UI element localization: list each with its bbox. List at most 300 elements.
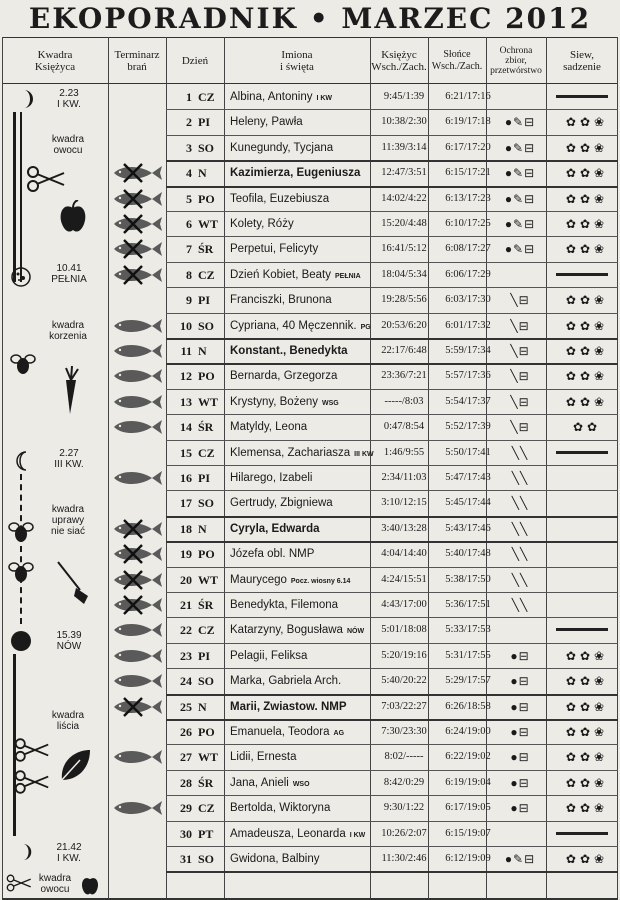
protection-symbols: ╲⊟ [510,420,530,435]
protection-symbols [490,84,550,110]
sun-times: 5:45/17:44 [445,497,491,509]
table-row [162,694,618,720]
fishing-closed-icon [110,570,164,590]
moon-times: 12:47/3:51 [381,167,427,179]
name-day [230,363,393,389]
name-day-text: Perpetui, Felicyty [230,243,319,256]
name-day-text: Klemensa, Zachariasza [230,446,351,459]
note-full-moon: 10.41 PEŁNIA [51,263,87,285]
weekday: PI [198,293,210,308]
table-row [162,287,618,313]
name-day-text: Kunegundy, Tycjana [230,141,334,154]
no-sowing-bar [556,628,608,631]
apple-icon [58,200,88,234]
table-row [162,516,618,542]
table-row [162,236,618,262]
table-row [162,211,618,237]
table-row [162,821,618,847]
name-day [230,516,393,542]
day-number: 9 [186,293,192,308]
sowing-symbols: ✿✿ [572,420,602,435]
name-day [230,490,393,516]
weekday: PO [198,547,215,562]
moon-times: 3:40/13:28 [381,522,427,534]
protection-symbols: ●✎⊟ [504,140,536,155]
insect-icon [8,520,34,544]
name-day-text: Kolety, Róży [230,218,294,230]
protection-symbols: ●✎⊟ [504,166,536,181]
sun-times: 5:54/17:37 [445,395,491,407]
moon-times: 0:47/8:54 [383,421,425,433]
weekday: CZ [198,801,215,816]
table-row [162,770,618,796]
sowing-symbols [556,541,618,567]
weekday: SO [198,852,215,866]
fishing-open-icon [110,366,164,386]
protection-symbols: ●⊟ [510,750,530,765]
moon-first-quarter-icon [14,88,36,110]
sun-times: 6:08/17:27 [445,243,491,255]
quarter-bar-dashed [20,474,24,624]
table-row [162,160,618,186]
sun-times: 6:17/19:05 [445,802,491,814]
sun-times: 6:06/17:29 [445,268,491,280]
moon-times: 14:02/4:22 [381,192,427,204]
day-number: 22 [180,623,192,638]
weekday: PO [198,191,215,206]
protection-symbols: ●✎⊟ [504,852,536,866]
weekday: CZ [198,445,215,460]
name-day [230,668,393,694]
sun-times: 5:38/17:50 [445,573,491,585]
name-day-tag: I KW [349,831,366,839]
table-row [162,490,618,516]
name-day-text: Kazimierza, Eugeniusza [230,167,361,180]
protection-symbols: ╲╲ [511,471,529,485]
moon-times: 3:10/12:15 [381,497,427,509]
day-number: 26 [180,725,192,739]
fishing-closed-icon [110,544,164,564]
header-terminarz: Terminarz brań [114,48,160,73]
name-day [230,338,393,364]
sun-times: 5:43/17:46 [445,522,491,534]
table-row [162,363,618,389]
day-number: 2 [186,115,192,130]
protection-symbols: ╲⊟ [510,318,530,333]
moon-times: 5:40/20:22 [381,675,427,687]
moon-times: 5:20/19:16 [381,649,427,661]
sun-times: 6:12/19:09 [445,853,491,864]
day-number: 4 [186,166,192,181]
sowing-symbols [556,592,618,618]
day-number: 1 [186,90,192,104]
protection-symbols: ╲╲ [511,598,529,612]
protection-symbols: ●✎⊟ [504,191,536,206]
col-divider [2,37,3,899]
protection-symbols: ╲⊟ [510,293,530,308]
sun-times: 6:10/17:25 [445,218,491,229]
name-day [230,160,393,186]
scissors-icon [6,874,32,892]
quarter-bar [13,112,16,282]
name-day-text: Lidii, Ernesta [230,751,297,764]
fishing-open-icon [110,798,164,818]
name-day [230,389,393,415]
sun-times: 6:03/17:30 [445,294,491,306]
weekday: ŚR [198,242,214,257]
name-day-tag: III KW [354,450,374,458]
name-day [230,770,393,796]
sowing-symbols: ✿✿❀ [565,293,609,308]
leaf-icon [58,748,92,784]
name-day-text: Bernarda, Grzegorza [230,370,338,383]
fishing-closed-icon [110,239,164,259]
name-day-tag: Pocz. wiosny 6.14 [290,577,351,585]
fishing-open-icon [110,671,164,691]
sowing-symbols: ✿✿❀ [565,344,609,358]
name-day-text: Amadeusza, Leonarda [230,827,346,840]
sun-times: 6:26/18:58 [445,700,491,712]
table-row [162,719,618,745]
name-day-text: Heleny, Pawła [230,116,303,129]
sun-times: 5:31/17:55 [445,649,491,661]
weekday: PO [198,369,215,384]
protection-symbols: ╲╲ [511,496,529,511]
apple-icon [80,874,100,896]
weekday: PI [198,648,210,663]
name-day-text: Teofila, Euzebiusza [230,192,330,205]
table-row [162,617,618,643]
name-day [230,567,393,593]
note-kwadra-lisci: kwadra liścia [51,710,85,732]
sowing-symbols [556,465,618,491]
weekday: CZ [198,90,215,104]
name-day-tag: AG [333,730,345,737]
day-number: 21 [180,598,192,612]
sun-times: 5:40/17:48 [445,548,491,560]
note-kwadra-korzenia: kwadra korzenia [49,320,87,342]
name-day [230,795,393,821]
sowing-symbols [556,490,618,516]
name-day [230,414,393,440]
insect-icon [8,560,34,584]
note-kwadra-uprawy: kwadra uprawy nie siać [51,504,85,537]
day-number: 31 [180,852,192,866]
sowing-symbols: ✿✿❀ [565,242,609,257]
day-number: 25 [180,699,192,714]
weekday: ŚR [198,598,214,612]
protection-symbols: ●⊟ [510,648,530,663]
protection-symbols: ●⊟ [510,674,530,689]
day-number: 24 [180,674,192,689]
name-day-text: Cypriana, 40 Męczennik. [230,319,357,332]
full-moon-icon [10,266,32,288]
sun-times: 5:33/17:53 [445,624,491,636]
day-number: 5 [186,191,192,206]
day-number: 13 [180,394,192,409]
moon-times: 10:26/2:07 [381,827,427,839]
header-dzien: Dzień [181,54,209,67]
moon-last-quarter-icon [14,450,36,472]
no-sowing-bar [556,832,608,835]
table-row [162,414,618,440]
sowing-symbols: ✿✿❀ [565,166,609,181]
scissors-icon [14,738,50,762]
name-day [230,236,393,262]
fishing-closed-icon [110,214,164,234]
weekday: WT [198,750,219,765]
sun-times: 6:19/17:18 [445,116,491,128]
name-day [230,84,393,110]
moon-times: -----/8:03 [384,395,424,407]
fishing-open-icon [110,620,164,640]
moon-times: 9:30/1:22 [383,802,425,814]
fishing-open-icon [110,392,164,412]
name-day-text: Jana, Anieli [230,776,289,789]
name-day-text: Matyldy, Leona [230,421,308,434]
day-number: 18 [180,521,192,536]
new-moon-icon [10,630,32,652]
day-number: 29 [180,801,192,816]
protection-symbols: ●⊟ [510,699,530,714]
name-day [230,262,393,288]
name-day-tag: PG [360,323,371,331]
name-day [230,846,393,872]
moon-times: 5:01/18:08 [381,624,427,636]
sowing-symbols: ✿✿❀ [565,318,609,333]
name-day-text: Dzień Kobiet, Beaty [230,268,332,281]
protection-symbols: ╲⊟ [510,369,530,384]
weekday: ŚR [198,420,214,435]
weekday: PT [198,826,214,841]
sun-times: 6:15/19:07 [445,827,491,839]
protection-symbols: ●✎⊟ [504,242,536,257]
table-row [162,465,618,491]
header-kwadra: Kwadra Księżyca [34,48,76,73]
protection-symbols: ╲╲ [511,547,529,562]
table-row [162,744,618,770]
weekday: N [198,521,207,536]
protection-symbols: ●⊟ [510,775,530,790]
name-day-text: Cyryla, Edwarda [230,522,320,535]
name-day [230,465,393,491]
name-day [230,186,393,212]
name-day-text: Albina, Antoniny [230,91,313,103]
sun-times: 5:59/17:34 [445,345,491,356]
name-day-text: Franciszki, Brunona [230,294,332,307]
fishing-closed-icon [110,189,164,209]
carrot-icon [58,366,82,416]
moon-times: 2:34/11:03 [381,472,427,483]
moon-times: 20:53/6:20 [381,319,427,331]
moon-times: 4:04/14:40 [381,548,427,560]
col-divider [108,37,109,899]
fishing-closed-icon [110,697,164,717]
sun-times: 5:47/17:43 [445,472,491,483]
protection-symbols [490,617,550,643]
moon-times: 9:45/1:39 [383,91,425,102]
header-ochrona: Ochrona zbior, przetwórstwo [490,45,542,76]
day-number: 27 [180,750,192,765]
moon-times: 8:42/0:29 [383,776,425,788]
protection-symbols: ●✎⊟ [504,217,536,231]
protection-symbols: ╲⊟ [510,344,530,358]
name-day [230,135,393,161]
name-day-text: Marii, Zwiastow. NMP [230,700,347,713]
name-day-text: Bertolda, Wiktoryna [230,802,331,815]
sowing-symbols: ✿✿❀ [565,699,609,714]
weekday: WT [198,572,219,587]
name-day [230,719,393,745]
day-number: 30 [180,826,192,841]
sun-times: 6:15/17:21 [445,167,491,179]
sowing-symbols: ✿✿❀ [565,140,609,155]
note-first-quarter: 2.23 I KW. [57,88,81,110]
protection-symbols: ╲╲ [511,521,529,536]
name-day-text: Benedykta, Filemona [230,599,339,611]
moon-first-quarter-icon [14,842,34,862]
moon-times: 15:20/4:48 [381,218,427,229]
table-row [162,643,618,669]
fishing-closed-icon [110,595,164,615]
fishing-open-icon [110,417,164,437]
name-day-text: Gwidona, Balbiny [230,853,320,865]
weekday: ŚR [198,775,214,790]
sun-times: 6:21/17:16 [445,91,491,102]
day-number: 12 [180,369,192,384]
name-day [230,821,393,847]
protection-symbols: ╲╲ [511,445,529,460]
moon-times: 8:02/----- [384,751,424,763]
name-day-text: Emanuela, Teodora [230,726,330,738]
name-day-tag: WSG [322,399,339,407]
sun-times: 6:13/17:23 [445,192,491,204]
moon-times: 10:38/2:30 [381,116,427,128]
weekday: PO [198,725,215,739]
table-row [162,186,618,212]
moon-times: 18:04/5:34 [381,268,427,280]
note-kwadra-owocu-2: kwadra owocu [38,873,72,895]
name-day [230,643,393,669]
sowing-symbols: ✿✿❀ [565,115,609,130]
moon-times: 4:43/17:00 [381,599,427,610]
table-row [162,313,618,339]
protection-symbols [490,262,550,288]
name-day-tag: PEŁNIA [335,272,361,280]
name-day [230,694,393,720]
sowing-symbols: ✿✿❀ [565,725,609,739]
name-day-text: Maurycego [230,573,287,586]
day-number: 17 [180,496,192,511]
table-row [162,262,618,288]
table-row [162,135,618,161]
name-day [230,744,393,770]
weekday: CZ [198,623,215,638]
protection-symbols: ╲╲ [511,572,529,587]
name-day-text: Katarzyny, Bogusława [230,624,343,637]
row-divider [166,871,618,873]
moon-times: 4:24/15:51 [381,573,427,585]
table-row [162,567,618,593]
sun-times: 5:52/17:39 [445,421,491,433]
weekday: PI [198,115,210,130]
table-row [162,84,618,110]
header-imiona: Imiona i święta [280,48,314,73]
table-row [162,541,618,567]
day-number: 16 [180,471,192,485]
sun-times: 5:29/17:57 [445,675,491,687]
name-day [230,617,393,643]
weekday: SO [198,140,215,155]
day-number: 7 [186,242,192,257]
weekday: PI [198,471,210,485]
moon-times: 19:28/5:56 [381,294,427,306]
note-kwadra-owocu: kwadra owocu [51,134,85,156]
note-first-quarter-2: 21.42 I KW. [56,842,82,864]
sowing-symbols [556,516,618,542]
day-number: 23 [180,648,192,663]
sowing-symbols: ✿✿❀ [565,801,609,816]
name-day-text: Gertrudy, Zbigniewa [230,497,333,510]
name-day [230,313,393,339]
fishing-open-icon [110,468,164,488]
no-sowing-bar [556,95,608,98]
moon-times: 11:30/2:46 [381,853,427,864]
table-row [162,440,618,466]
weekday: WT [198,217,219,231]
weekday: WT [198,394,219,409]
sun-times: 6:19/19:04 [445,776,491,788]
name-day [230,211,393,237]
weekday: N [198,699,207,714]
name-day [230,541,393,567]
protection-symbols [490,821,550,847]
sun-times: 6:01/17:32 [445,319,491,331]
weekday: SO [198,674,215,689]
sun-times: 5:57/17:36 [445,370,491,382]
fishing-open-icon [110,316,164,336]
sowing-symbols: ✿✿❀ [565,750,609,765]
weekday: N [198,344,207,358]
name-day-text: Krystyny, Bożeny [230,395,318,408]
header-slonce: Słońce Wsch./Zach. [431,48,483,72]
header-siew: Siew, sadzenie [563,48,601,73]
fishing-closed-icon [110,163,164,183]
fishing-closed-icon [110,519,164,539]
table-row [162,109,618,135]
day-number: 11 [180,344,192,358]
name-day [230,109,393,135]
sun-times: 5:36/17:51 [445,599,491,610]
moon-times: 7:30/23:30 [381,726,427,737]
sowing-symbols: ✿✿❀ [565,648,609,663]
sowing-symbols: ✿✿❀ [565,674,609,689]
table-row [162,389,618,415]
name-day [230,440,393,466]
table-row [162,668,618,694]
sowing-symbols: ✿✿❀ [565,369,609,384]
moon-times: 16:41/5:12 [381,243,427,255]
fishing-open-icon [110,341,164,361]
weekday: N [198,166,207,181]
page-title: EKOPORADNIK • MARZEC 2012 [28,2,592,35]
sun-times: 5:50/17:41 [445,446,491,458]
fishing-closed-icon [110,265,164,285]
moon-times: 11:39/3:14 [381,141,427,153]
name-day-tag: NÓW [346,628,365,636]
sowing-symbols: ✿✿❀ [565,191,609,206]
name-day-text: Hilarego, Izabeli [230,472,313,484]
